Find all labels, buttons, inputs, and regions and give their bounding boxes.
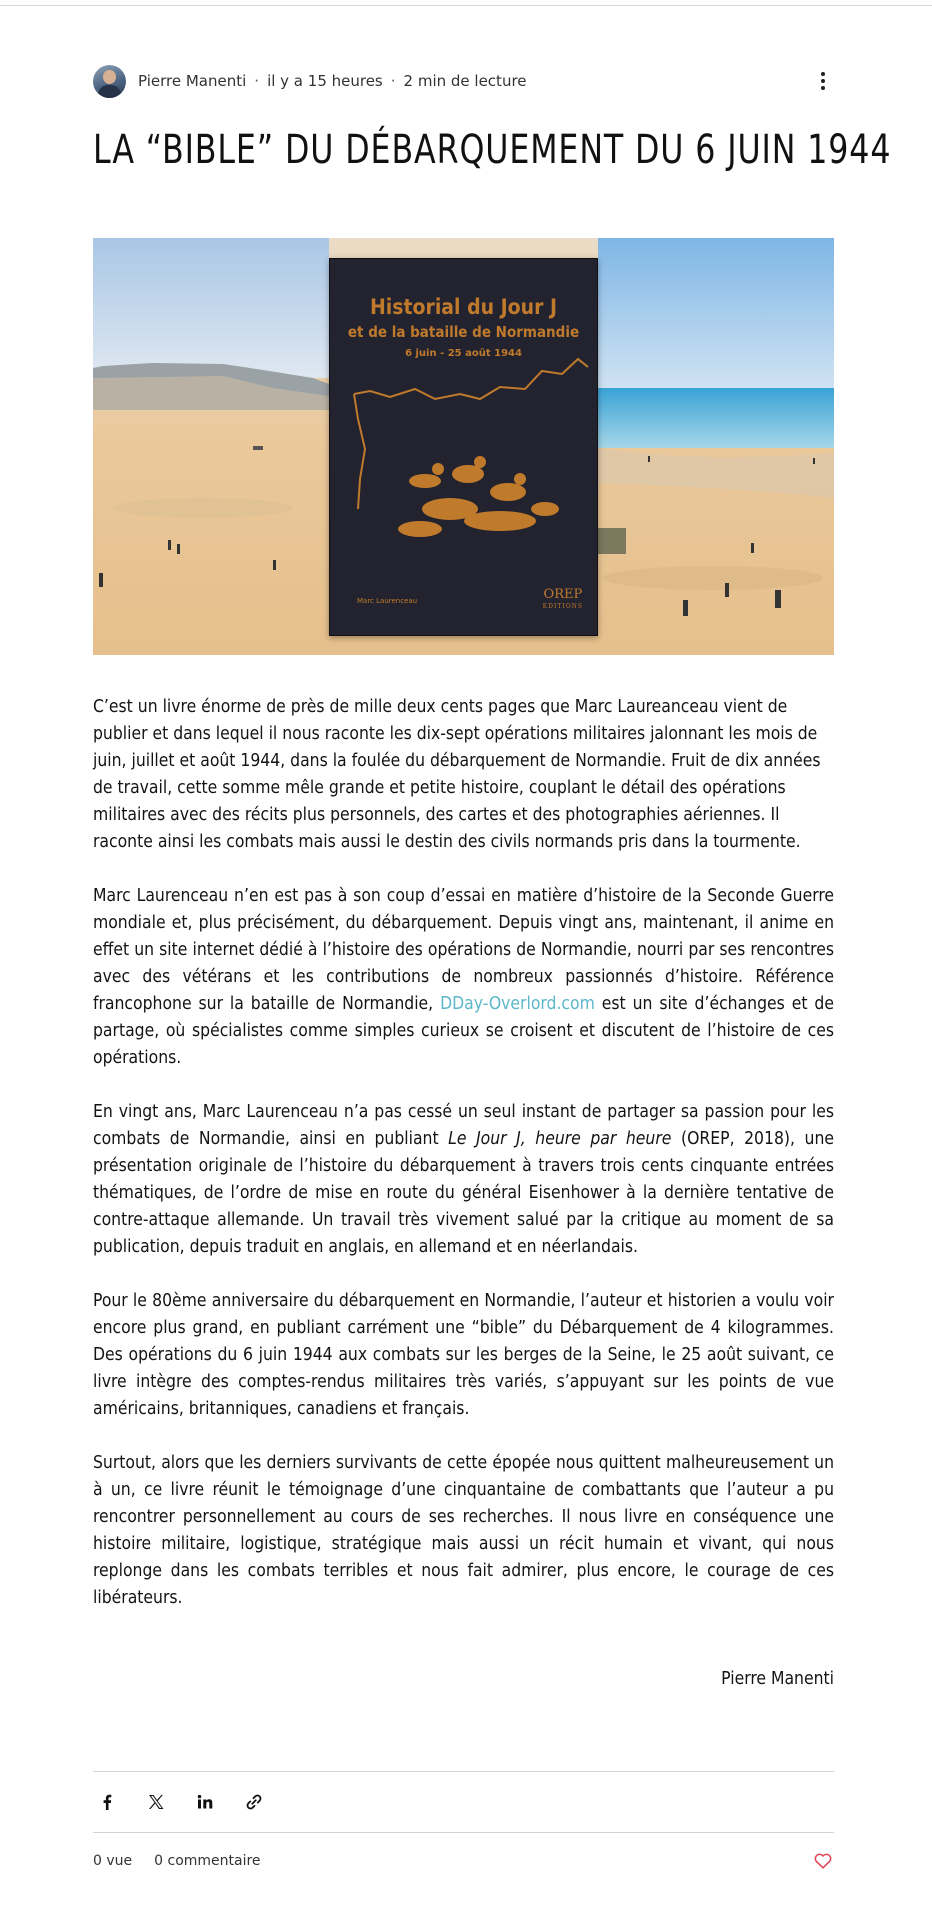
read-time: 2 min de lecture [403, 72, 527, 90]
author-avatar[interactable] [93, 65, 126, 98]
post-title: LA “BIBLE” DU DÉBARQUEMENT DU 6 JUIN 1944 [93, 127, 892, 173]
book-title: Historial du Jour J [369, 295, 558, 319]
paragraph-5: Surtout, alors que les derniers survivants de cette épopée nous quittent malheureusement un à un, ce livre réunit le témoignage d’une cinquantaine de combattants que l’auteur a pu rencontrer personnellement au cours de ses recherches. Il nous livre en conséquence une histoire militaire, logistique, stratégique mais aussi un récit humain et vivant, qui nous replonge dans les combats terribles et nous fait admirer, plus encore, le courage de ces libérateurs. [93, 1453, 834, 1608]
paragraph-4: Pour le 80ème anniversaire du débarquement en Normandie, l’auteur et historien a voulu voir encore plus grand, en publiant carrément une “bible” du Débarquement de 4 kilogrammes. Des opérations du 6 juin 1944 aux combats sur les berges de la Seine, le 25 août suivant, ce livre intègre des comptes-rendus militaires très variés, s’appuyant sur les points de vue américains, britanniques, canadiens et français. [93, 1291, 834, 1419]
paragraph-2 [93, 883, 834, 1072]
paragraph-3 [93, 1099, 834, 1261]
views-count: 0 vue [93, 1853, 133, 1869]
publisher-name: OREP [543, 587, 583, 602]
book-title-italic: Le Jour J, heure par heure [448, 1129, 672, 1149]
book-author: Marc Laurenceau [357, 597, 418, 605]
paragraph-2-text-b: est un site d’échanges et de partage, où spécialistes comme simples curieux se croisent et discutent de l’histoire de ces opérations. [93, 994, 834, 1068]
book-subtitle: et de la bataille de Normandie [347, 323, 580, 341]
separator-dot: · [254, 72, 260, 90]
paragraph-2-text-a: Marc Laurenceau n’en est pas à son coup d’essai en matière d’histoire de la Seconde Guerre mondiale et, plus précisément, du débarquement. Depuis vingt ans, maintenant, il anime en effet un site internet dédié à l’histoire des opérations de Normandie, nourri par ses rencontres avec des vétérans et les contributions de nombreux passionnés d’histoire. Référence francophone sur la bataille de Normandie, [93, 886, 834, 1014]
book-cover [329, 258, 598, 636]
paragraph-3-text-a: En vingt ans, Marc Laurenceau n’a pas cessé un seul instant de partager sa passion pour les combats de Normandie, ainsi en publiant [93, 1102, 834, 1149]
more-options-icon[interactable] [811, 69, 835, 93]
paragraph-3-text-b: (OREP, 2018), une présentation originale de l’histoire du débarquement à travers trois cents cinquante entrées thématiques, de l’ordre de mise en route du général Eisenhower à la dernière tentative de contre-attaque allemande. Un travail très vivement salué par la critique au moment de sa publication, depuis traduit en anglais, en allemand et en néerlandais. [93, 1129, 834, 1257]
separator-dot: · [390, 72, 396, 90]
book-dates: 6 juin - 25 août 1944 [405, 348, 522, 359]
linkedin-icon[interactable] [193, 1791, 216, 1814]
book-publisher [543, 589, 583, 613]
book-illustration [330, 259, 599, 637]
paragraph-1: C’est un livre énorme de près de mille deux cents pages que Marc Laureanceau vient de publier et dans lequel il nous raconte les dix-sept opérations militaires jalonnant les mois de juin, juillet et août 1944, dans la foulée du débarquement de Normandie. Fruit de dix années de travail, cette somme mêle grande et petite histoire, couplant le détail des opérations militaires avec des récits plus personnels, des cartes et des photographies aériennes. Il raconte ainsi les combats mais aussi le destin des civils normands pris dans la tourmente. [93, 697, 821, 852]
heart-icon[interactable] [812, 1850, 834, 1872]
publisher-sub: EDITIONS [542, 603, 583, 610]
post-time: il y a 15 heures [267, 72, 383, 90]
signature: Pierre Manenti [721, 1669, 834, 1689]
dday-overlord-link[interactable]: DDay-Overlord.com [440, 994, 595, 1014]
post-stats [93, 1849, 834, 1873]
facebook-icon[interactable] [95, 1791, 118, 1814]
cover-image[interactable] [93, 238, 834, 655]
comments-count[interactable]: 0 commentaire [154, 1853, 261, 1869]
x-icon[interactable] [144, 1791, 167, 1814]
post-meta [93, 64, 835, 98]
top-divider [0, 5, 932, 6]
article-body [93, 694, 834, 1720]
share-bar [93, 1771, 834, 1833]
link-icon[interactable] [242, 1791, 265, 1814]
author-name[interactable]: Pierre Manenti [138, 72, 247, 90]
